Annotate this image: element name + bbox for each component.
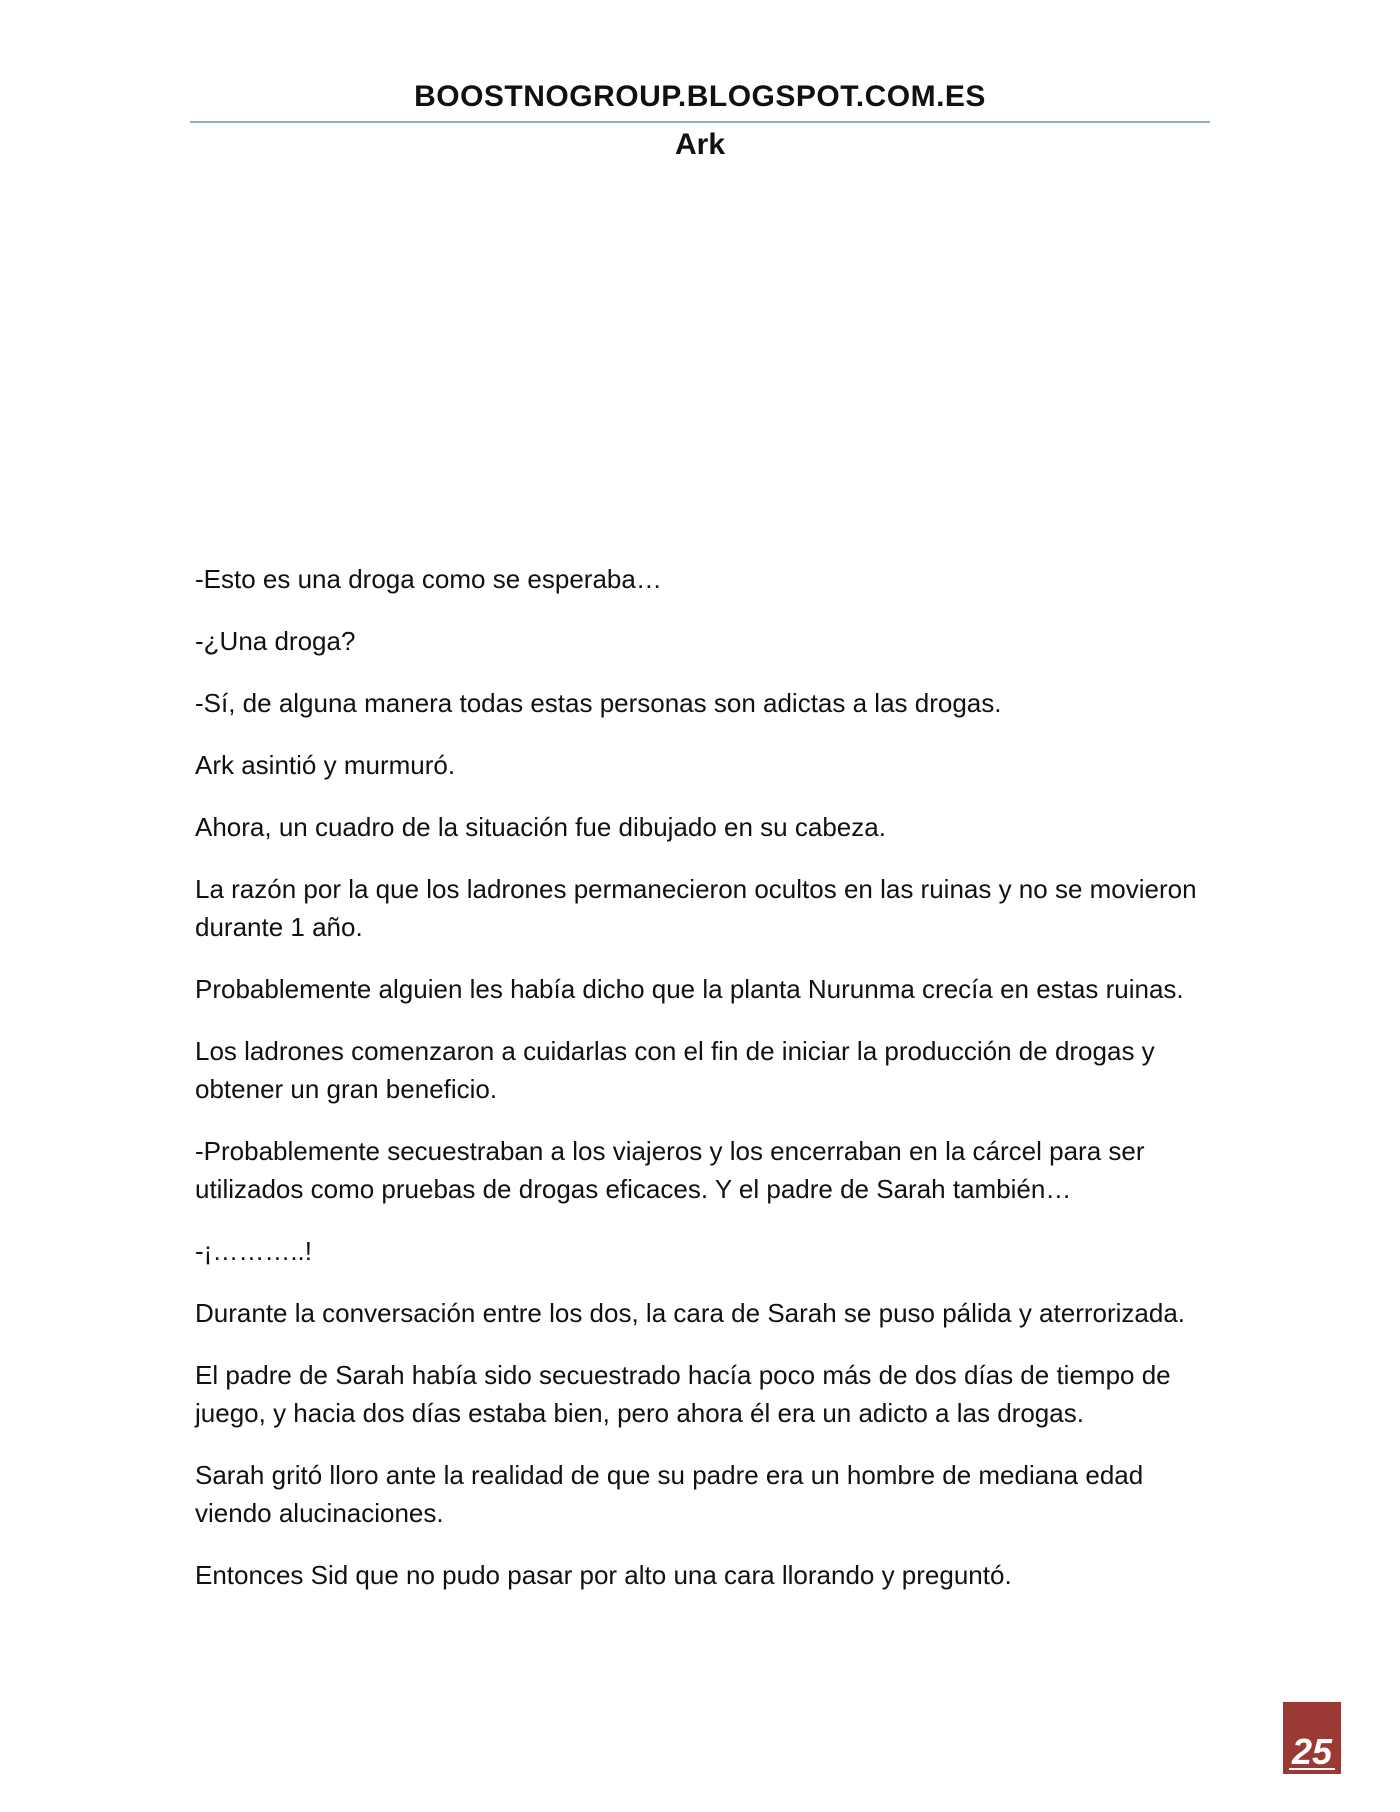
body-text xyxy=(195,560,1210,1618)
header-chapter-title: Ark xyxy=(674,128,726,161)
paragraph: -¿Una droga? xyxy=(195,626,356,656)
paragraph: -Esto es una droga como se esperaba… xyxy=(195,564,662,594)
page-number-underline xyxy=(1289,1768,1335,1770)
paragraph: -¡………..! xyxy=(195,1236,312,1266)
paragraph: Probablemente alguien les había dicho que la planta Nurunma crecía en estas ruinas. xyxy=(195,974,1184,1004)
paragraph: Los ladrones comenzaron a cuidarlas con el fin de iniciar la producción de drogas y obtener un gran beneficio. xyxy=(195,1036,1155,1104)
page-number: 25 xyxy=(1291,1731,1333,1772)
page-number-badge xyxy=(1283,1702,1341,1774)
paragraph: El padre de Sarah había sido secuestrado hacía poco más de dos días de tiempo de juego, y hacia dos días estaba bien, pero ahora él era un adicto a las drogas. xyxy=(195,1360,1171,1428)
paragraph: -Sí, de alguna manera todas estas personas son adictas a las drogas. xyxy=(195,688,1002,718)
paragraph: Durante la conversación entre los dos, la cara de Sarah se puso pálida y aterrorizada. xyxy=(195,1298,1186,1328)
header-divider xyxy=(190,121,1210,123)
paragraph: Ark asintió y murmuró. xyxy=(195,750,456,780)
header-site-name: BOOSTNOGROUP.BLOGSPOT.COM.ES xyxy=(414,80,986,113)
paragraph: Sarah gritó lloro ante la realidad de que su padre era un hombre de mediana edad viendo alucinaciones. xyxy=(195,1460,1144,1528)
paragraph: Entonces Sid que no pudo pasar por alto una cara llorando y preguntó. xyxy=(195,1560,1012,1590)
paragraph: Ahora, un cuadro de la situación fue dibujado en su cabeza. xyxy=(195,812,886,842)
paragraph: La razón por la que los ladrones permanecieron ocultos en las ruinas y no se movieron durante 1 año. xyxy=(195,874,1197,942)
paragraph: -Probablemente secuestraban a los viajeros y los encerraban en la cárcel para ser utilizados como pruebas de drogas eficaces. Y el padre de Sarah también… xyxy=(195,1136,1145,1204)
